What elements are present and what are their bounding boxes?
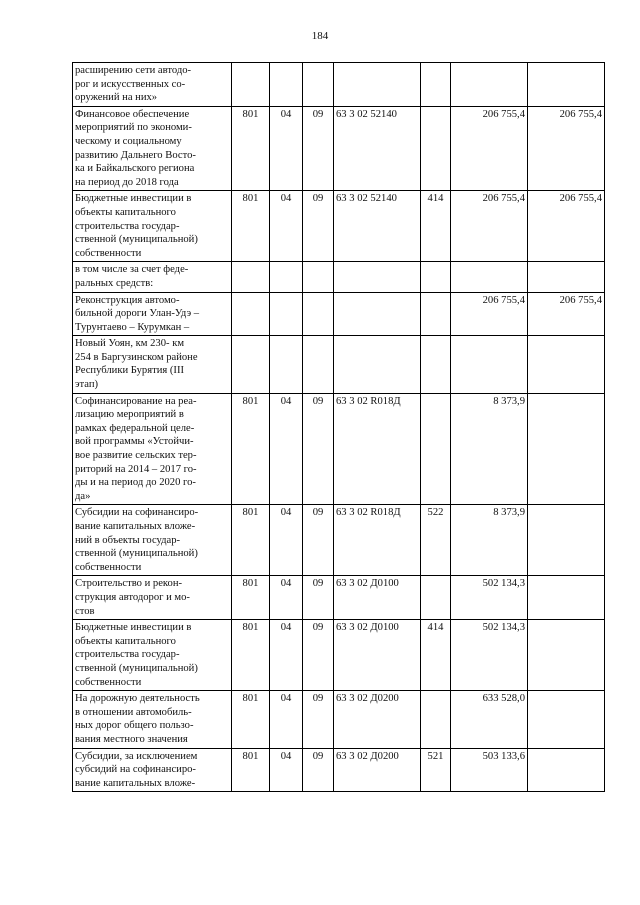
row-description: Строительство и рекон- струкция автодорог и мо- стов xyxy=(73,576,232,620)
expense-type-code xyxy=(421,691,451,748)
section-code xyxy=(270,262,303,292)
amount-total: 206 755,4 xyxy=(451,292,528,336)
row-description: Софинансирование на реа- лизацию мероприятий в рамках федеральной целе- вой программы «Устойчи- вое развитие сельских тер- риторий на 2014 – 2017 го- ды и на период до 2020 го- да» xyxy=(73,393,232,505)
table-row xyxy=(73,393,605,505)
table-row xyxy=(73,191,605,262)
section-code xyxy=(270,336,303,393)
department-code: 801 xyxy=(232,576,270,620)
expense-type-code xyxy=(421,63,451,107)
table-row xyxy=(73,620,605,691)
amount-total xyxy=(451,63,528,107)
amount-federal xyxy=(528,63,605,107)
expense-type-code: 521 xyxy=(421,748,451,792)
page-number: 184 xyxy=(311,30,329,42)
section-code: 04 xyxy=(270,106,303,191)
table-row xyxy=(73,262,605,292)
amount-total: 633 528,0 xyxy=(451,691,528,748)
target-article-code xyxy=(334,292,421,336)
expense-type-code xyxy=(421,292,451,336)
expense-type-code: 414 xyxy=(421,191,451,262)
section-code: 04 xyxy=(270,191,303,262)
department-code: 801 xyxy=(232,393,270,505)
subsection-code xyxy=(303,292,334,336)
amount-federal xyxy=(528,691,605,748)
table-row xyxy=(73,336,605,393)
table-row xyxy=(73,576,605,620)
department-code: 801 xyxy=(232,620,270,691)
row-description: Финансовое обеспечение мероприятий по экономи- ческому и социальному развитию Дальнего Восто- ка и Байкальского региона на период до 2018 года xyxy=(73,106,232,191)
subsection-code: 09 xyxy=(303,191,334,262)
department-code xyxy=(232,336,270,393)
department-code xyxy=(232,63,270,107)
department-code: 801 xyxy=(232,748,270,792)
table-row xyxy=(73,63,605,107)
row-description: Бюджетные инвестиции в объекты капитального строительства государ- ственной (муниципальной) собственности xyxy=(73,191,232,262)
table-row xyxy=(73,748,605,792)
budget-table xyxy=(72,62,605,792)
section-code: 04 xyxy=(270,576,303,620)
table-row xyxy=(73,691,605,748)
subsection-code: 09 xyxy=(303,393,334,505)
row-description: Бюджетные инвестиции в объекты капитального строительства государ- ственной (муниципальной) собственности xyxy=(73,620,232,691)
expense-type-code: 522 xyxy=(421,505,451,576)
subsection-code: 09 xyxy=(303,748,334,792)
amount-total xyxy=(451,336,528,393)
target-article-code: 63 3 02 Д0100 xyxy=(334,576,421,620)
table-row xyxy=(73,292,605,336)
section-code: 04 xyxy=(270,620,303,691)
amount-total: 8 373,9 xyxy=(451,505,528,576)
amount-federal xyxy=(528,620,605,691)
table-row xyxy=(73,505,605,576)
row-description: На дорожную деятельность в отношении автомобиль- ных дорог общего пользо- вания местного значения xyxy=(73,691,232,748)
section-code xyxy=(270,63,303,107)
row-description: Реконструкция автомо- бильной дороги Улан-Удэ – Турунтаево – Курумкан – xyxy=(73,292,232,336)
department-code xyxy=(232,262,270,292)
section-code: 04 xyxy=(270,393,303,505)
row-description: расширению сети автодо- рог и искусственных со- оружений на них» xyxy=(73,63,232,107)
amount-federal: 206 755,4 xyxy=(528,191,605,262)
amount-federal xyxy=(528,262,605,292)
amount-federal xyxy=(528,748,605,792)
amount-federal xyxy=(528,576,605,620)
expense-type-code xyxy=(421,393,451,505)
amount-federal xyxy=(528,336,605,393)
target-article-code: 63 3 02 52140 xyxy=(334,191,421,262)
department-code: 801 xyxy=(232,191,270,262)
expense-type-code xyxy=(421,336,451,393)
amount-federal xyxy=(528,505,605,576)
amount-federal xyxy=(528,393,605,505)
target-article-code: 63 3 02 Д0100 xyxy=(334,620,421,691)
section-code xyxy=(270,292,303,336)
amount-federal: 206 755,4 xyxy=(528,292,605,336)
subsection-code xyxy=(303,336,334,393)
section-code: 04 xyxy=(270,748,303,792)
expense-type-code: 414 xyxy=(421,620,451,691)
row-description: Субсидии, за исключением субсидий на софинансиро- вание капитальных вложе- xyxy=(73,748,232,792)
row-description: Субсидии на софинансиро- вание капитальных вложе- ний в объекты государ- ственной (муниципальной) собственности xyxy=(73,505,232,576)
subsection-code: 09 xyxy=(303,576,334,620)
target-article-code xyxy=(334,63,421,107)
department-code xyxy=(232,292,270,336)
expense-type-code xyxy=(421,576,451,620)
expense-type-code xyxy=(421,262,451,292)
target-article-code xyxy=(334,262,421,292)
department-code: 801 xyxy=(232,691,270,748)
target-article-code: 63 3 02 Д0200 xyxy=(334,691,421,748)
subsection-code: 09 xyxy=(303,691,334,748)
target-article-code: 63 3 02 Д0200 xyxy=(334,748,421,792)
amount-total: 206 755,4 xyxy=(451,191,528,262)
subsection-code xyxy=(303,262,334,292)
amount-total xyxy=(451,262,528,292)
subsection-code: 09 xyxy=(303,505,334,576)
amount-total: 206 755,4 xyxy=(451,106,528,191)
section-code: 04 xyxy=(270,691,303,748)
table-row xyxy=(73,106,605,191)
target-article-code: 63 3 02 R018Д xyxy=(334,393,421,505)
subsection-code xyxy=(303,63,334,107)
target-article-code: 63 3 02 R018Д xyxy=(334,505,421,576)
department-code: 801 xyxy=(232,106,270,191)
target-article-code xyxy=(334,336,421,393)
target-article-code: 63 3 02 52140 xyxy=(334,106,421,191)
amount-total: 503 133,6 xyxy=(451,748,528,792)
row-description: в том числе за счет феде- ральных средств: xyxy=(73,262,232,292)
expense-type-code xyxy=(421,106,451,191)
subsection-code: 09 xyxy=(303,620,334,691)
amount-federal: 206 755,4 xyxy=(528,106,605,191)
row-description: Новый Уоян, км 230- км 254 в Баргузинском районе Республики Бурятия (III этап) xyxy=(73,336,232,393)
section-code: 04 xyxy=(270,505,303,576)
amount-total: 502 134,3 xyxy=(451,620,528,691)
department-code: 801 xyxy=(232,505,270,576)
amount-total: 8 373,9 xyxy=(451,393,528,505)
amount-total: 502 134,3 xyxy=(451,576,528,620)
subsection-code: 09 xyxy=(303,106,334,191)
